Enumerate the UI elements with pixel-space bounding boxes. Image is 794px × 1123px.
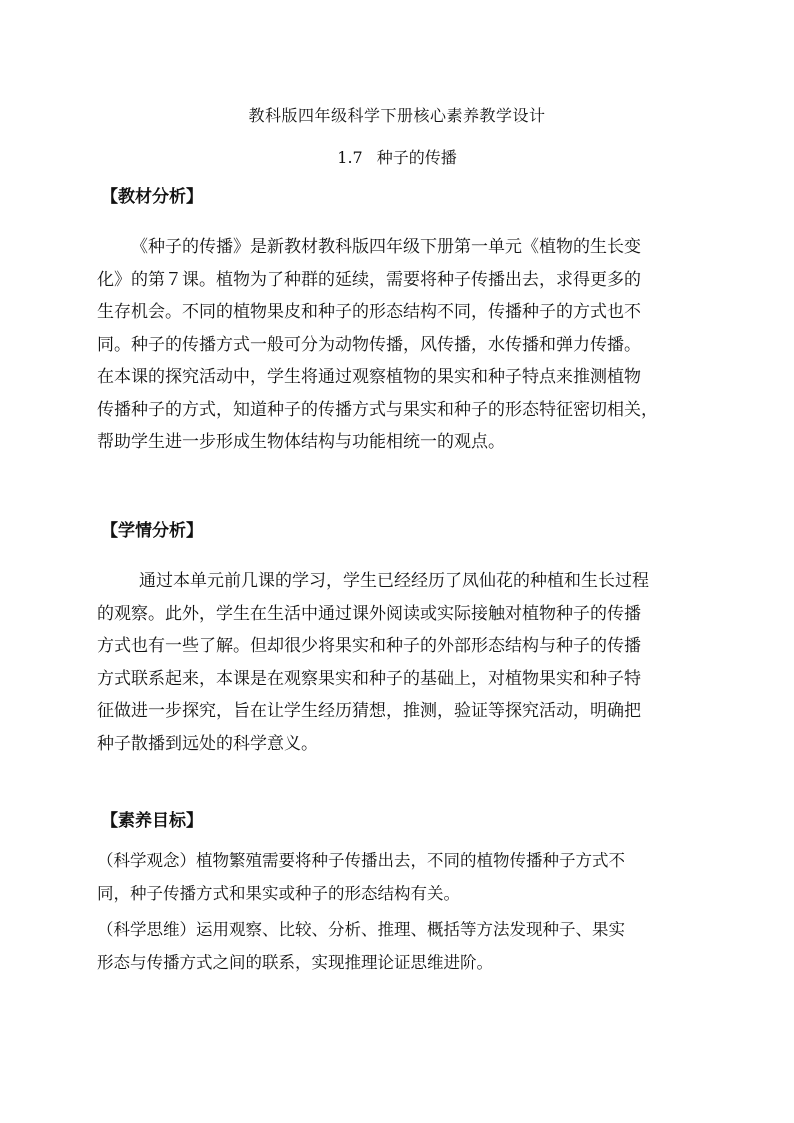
text-line: 化》的第７课。植物为了种群的延续，需要将种子传播出去，求得更多的 — [97, 269, 641, 290]
text-line: 种子散播到远处的科学意义。 — [97, 733, 318, 754]
lesson-number: 1.7 — [337, 148, 363, 167]
goal-item — [97, 845, 707, 910]
goal-tag: （科学观念） — [97, 851, 196, 870]
section-material-analysis — [97, 183, 707, 459]
text-line: 方式联系起来，本课是在观察果实和种子的基础上，对植物果实和种子特 — [97, 668, 641, 689]
lesson-name: 种子的传播 — [376, 148, 457, 167]
section-heading: 【教材分析】 — [101, 187, 203, 207]
text-line: 帮助学生进一步形成生物体结构与功能相统一的观点。 — [97, 432, 505, 452]
text-line: 《种子的传播》是新教材教科版四年级下册第一单元《植物的生长变 — [131, 237, 641, 257]
text-line: 传播种子的方式，知道种子的传播方式与果实和种子的形态特征密切相关， — [97, 399, 658, 420]
text-line: 通过本单元前几课的学习，学生已经经历了凤仙花的种植和生长过程 — [139, 571, 649, 591]
text-line: 在本课的探究活动中，学生将通过观察植物的果实和种子特点来推测植物 — [97, 367, 641, 387]
text-line: 方式也有一些了解。但却很少将果实和种子的外部形态结构与种子的传播 — [97, 636, 641, 656]
paragraph — [97, 565, 707, 760]
text-line: 的观察。此外，学生在生活中通过课外阅读或实际接触对植物种子的传播 — [97, 603, 641, 624]
section-heading: 【素养目标】 — [101, 811, 203, 831]
text-line — [97, 914, 707, 947]
section-literacy-goals — [97, 807, 707, 979]
text-line: 同，种子传播方式和果实或种子的形态结构有关。 — [97, 883, 460, 903]
goal-text: 运用观察、比较、分析、推理、概括等方法发现种子、果实 — [196, 920, 625, 939]
lesson-title — [0, 146, 794, 170]
paragraph — [97, 231, 707, 459]
goal-item — [97, 914, 707, 979]
goal-text: 植物繁殖需要将种子传播出去，不同的植物传播种子方式不 — [196, 851, 625, 870]
text-line: 生存机会。不同的植物果皮和种子的形态结构不同，传播种子的方式也不 — [97, 302, 641, 322]
goal-tag: （科学思维） — [97, 920, 196, 939]
document-title: 教科版四年级科学下册核心素养教学设计 — [248, 106, 546, 125]
section-heading: 【学情分析】 — [101, 521, 203, 541]
text-line: 征做进一步探究，旨在让学生经历猜想，推测，验证等探究活动，明确把 — [97, 701, 641, 721]
section-student-analysis — [97, 517, 707, 760]
text-line — [97, 845, 707, 878]
text-line: 形态与传播方式之间的联系，实现推理论证思维进阶。 — [97, 952, 493, 972]
text-line: 同。种子的传播方式一般可分为动物传播，风传播，水传播和弹力传播。 — [97, 334, 641, 355]
